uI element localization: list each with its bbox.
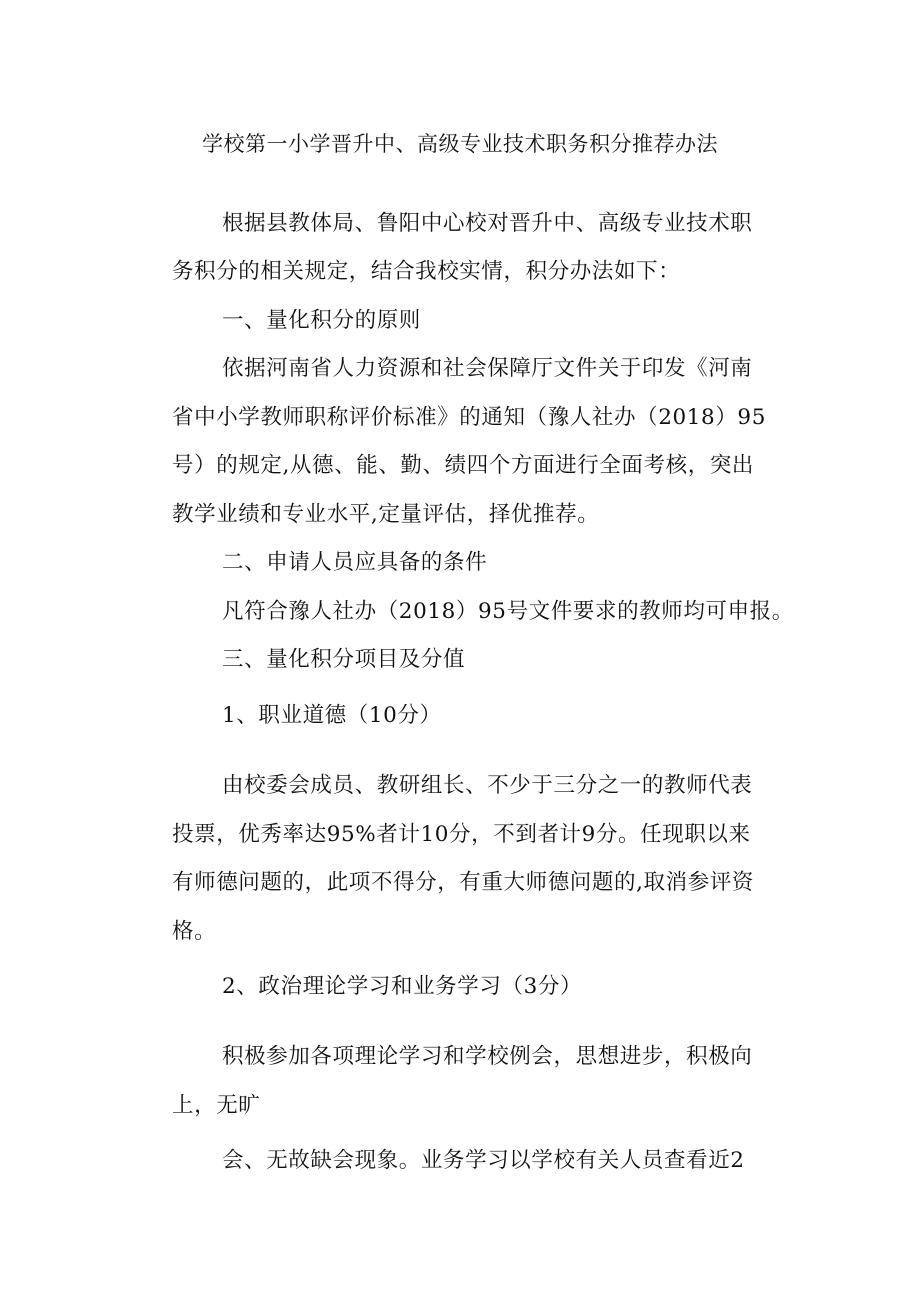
- section-heading: 二、申请人员应具备的条件: [222, 550, 488, 575]
- paragraph-line: 积极参加各项理论学习和学校例会，思想进步，积极向: [222, 1044, 753, 1069]
- subsection-heading: 2、政治理论学习和业务学习（3分）: [222, 974, 583, 999]
- paragraph-line: 省中小学教师职称评价标准》的通知（豫人社办（2018）95: [172, 405, 766, 430]
- document-title: 学校第一小学晋升中、高级专业技术职务积分推荐办法: [202, 132, 718, 156]
- paragraph-line: 凡符合豫人社办（2018）95号文件要求的教师均可申报。: [222, 599, 794, 624]
- paragraph-line: 有师德问题的，此项不得分，有重大师德问题的,取消参评资: [172, 870, 755, 895]
- subsection-heading: 1、职业道德（10分）: [222, 703, 442, 728]
- paragraph-line: 会、无故缺会现象。业务学习以学校有关人员查看近2: [222, 1148, 745, 1173]
- paragraph-line: 由校委会成员、教研组长、不少于三分之一的教师代表: [222, 773, 753, 798]
- paragraph-line: 投票，优秀率达95%者计10分，不到者计9分。任现职以来: [172, 822, 751, 847]
- paragraph-line: 根据县教体局、鲁阳中心校对晋升中、高级专业技术职: [222, 211, 753, 236]
- section-heading: 一、量化积分的原则: [222, 308, 421, 333]
- paragraph-line: 号）的规定,从德、能、勤、绩四个方面进行全面考核，突出: [172, 453, 755, 478]
- paragraph-line: 上，无旷: [172, 1093, 261, 1118]
- paragraph-line: 格。: [172, 919, 217, 944]
- paragraph-line: 务积分的相关规定，结合我校实情，积分办法如下：: [172, 259, 681, 284]
- paragraph-line: 依据河南省人力资源和社会保障厅文件关于印发《河南: [222, 356, 753, 381]
- section-heading: 三、量化积分项目及分值: [222, 647, 466, 672]
- paragraph-line: 教学业绩和专业水平,定量评估，择优推荐。: [172, 502, 600, 527]
